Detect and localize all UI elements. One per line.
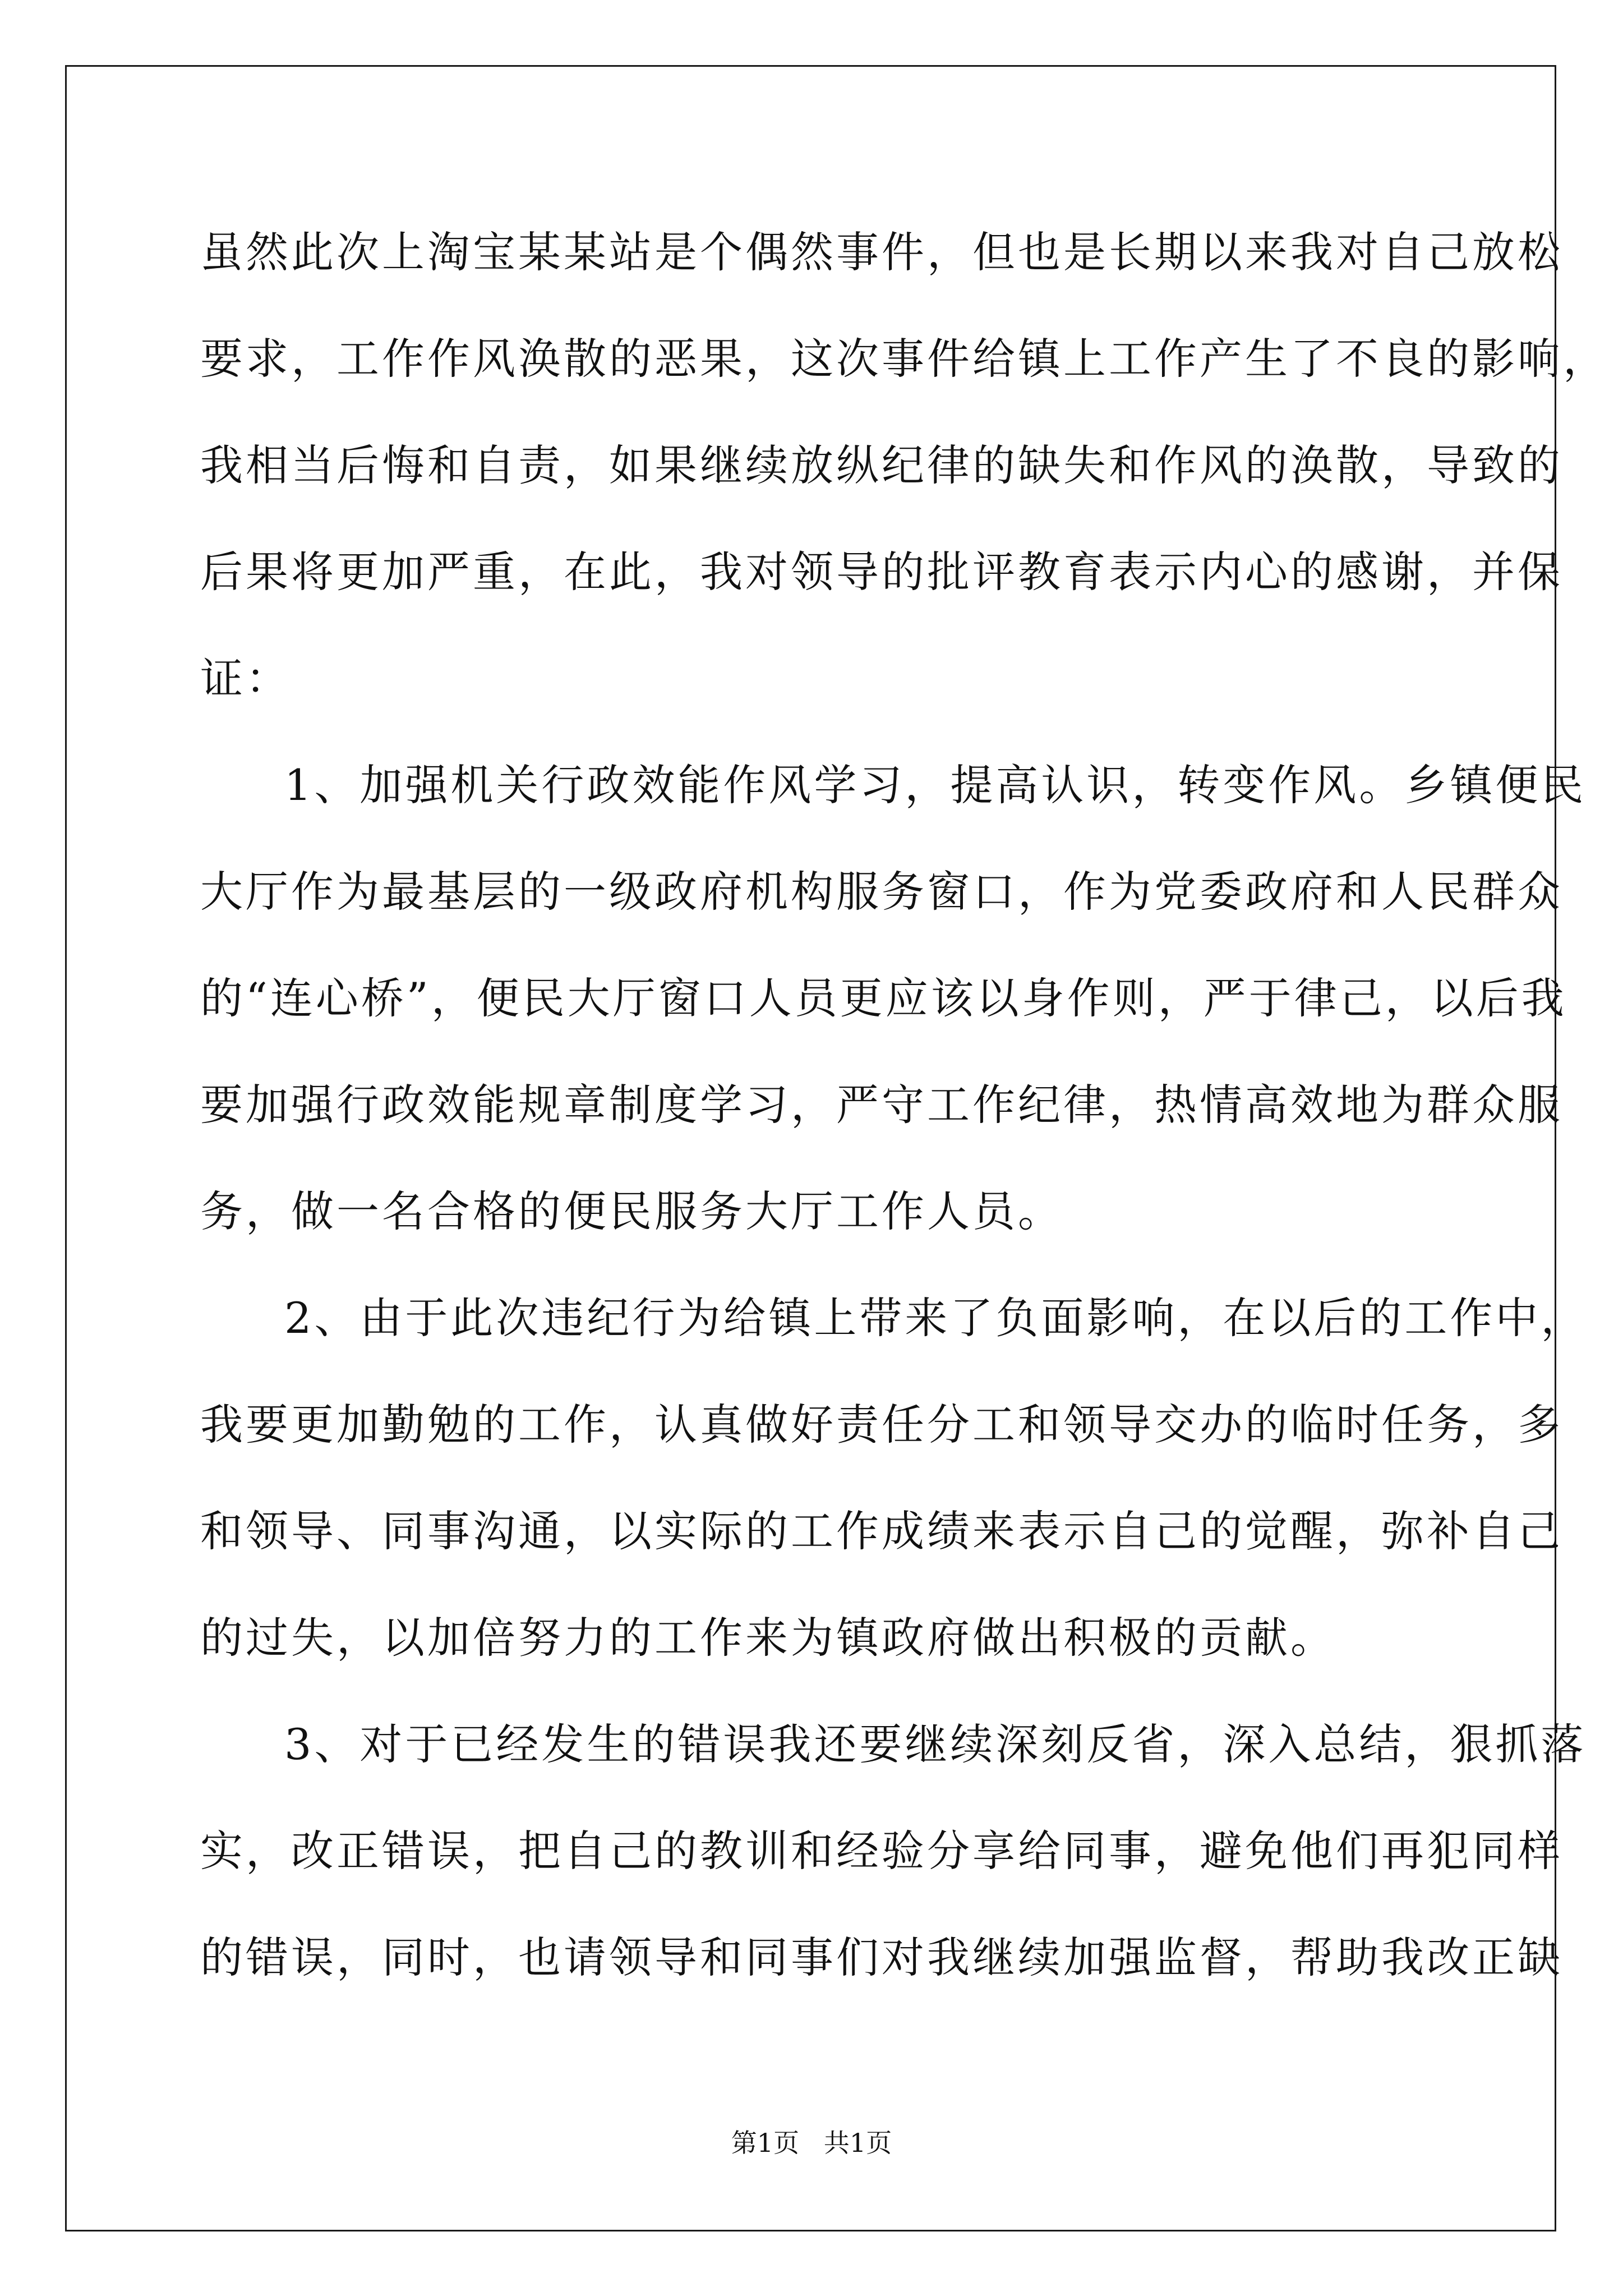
document-body [200,213,1608,2025]
text-line: 2、由于此次违纪行为给镇上带来了负面影响，在以后的工作中， [284,1293,1587,1343]
text-line: 3、对于已经发生的错误我还要继续深刻反省，深入总结，狠抓落 [284,1719,1587,1769]
text-line: 务，做一名合格的便民服务大厅工作人员。 [200,1186,1063,1236]
text-line: 的错误，同时，也请领导和同事们对我继续加强监督，帮助我改正缺 [200,1932,1563,1982]
text-line: 实，改正错误，把自己的教训和经验分享给同事，避免他们再犯同样 [200,1826,1563,1876]
text-line: 证： [200,654,291,703]
text-line: 大厅作为最基层的一级政府机构服务窗口，作为党委政府和人民群众 [200,867,1563,917]
text-line: 虽然此次上淘宝某某站是个偶然事件，但也是长期以来我对自己放松 [200,227,1563,277]
text-line: 要求，工作作风涣散的恶果，这次事件给镇上工作产生了不良的影响， [200,334,1608,384]
text-line: 要加强行政效能规章制度学习，严守工作纪律，热情高效地为群众服 [200,1080,1563,1130]
text-line: 我相当后悔和自责，如果继续放纵纪律的缺失和作风的涣散，导致的 [200,440,1563,490]
text-line: 和领导、同事沟通，以实际的工作成绩来表示自己的觉醒，弥补自己 [200,1506,1563,1556]
text-line: 的“连心桥”，便民大厅窗口人员更应该以身作则，严于律己，以后我 [200,973,1567,1023]
page-footer: 第1页 共1页 [731,2128,892,2158]
text-line: 我要更加勤勉的工作，认真做好责任分工和领导交办的临时任务，多 [200,1400,1563,1450]
text-line: 1、加强机关行政效能作风学习，提高认识，转变作风。乡镇便民 [284,760,1587,810]
text-line: 后果将更加严重，在此，我对领导的批评教育表示内心的感谢，并保 [200,547,1563,597]
text-line: 的过失，以加倍努力的工作来为镇政府做出积极的贡献。 [200,1613,1336,1663]
